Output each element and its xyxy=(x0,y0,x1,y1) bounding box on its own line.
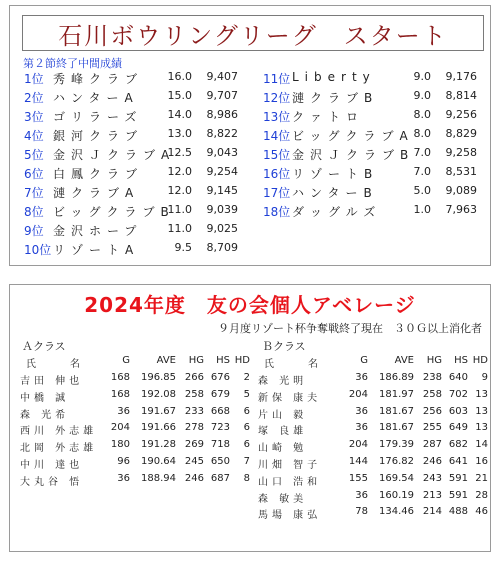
team-points: 1.0 xyxy=(413,203,431,216)
header-hg: HG xyxy=(188,355,204,366)
player-handicap: 46 xyxy=(475,506,488,518)
player-high-series: 591 xyxy=(448,472,468,484)
rank-position: 15位 xyxy=(263,148,291,162)
player-average: 191.67 xyxy=(141,405,176,417)
rank-position: 10位 xyxy=(24,243,52,257)
rank-position: 11位 xyxy=(263,72,291,86)
team-name: 金沢ＪクラブB xyxy=(292,148,415,162)
header-hs: HS xyxy=(454,355,468,366)
player-average: 181.97 xyxy=(379,388,414,400)
player-name: 塚 良雄 xyxy=(258,426,308,438)
team-name: ハンターB xyxy=(292,186,378,200)
average-row xyxy=(258,473,490,489)
team-pins: 7,963 xyxy=(445,203,477,216)
player-average: 169.54 xyxy=(379,472,414,484)
header-games: G xyxy=(122,355,130,366)
team-pins: 8,709 xyxy=(206,241,238,254)
league-subtitle: 第２節終了中間成績 xyxy=(23,57,122,70)
average-row xyxy=(20,473,252,489)
player-high-series: 488 xyxy=(448,506,468,518)
team-points: 9.0 xyxy=(413,89,431,102)
team-name: 漣クラブB xyxy=(292,91,379,105)
player-high-series: 718 xyxy=(210,439,230,451)
team-points: 9.0 xyxy=(413,70,431,83)
standings-row xyxy=(24,127,244,145)
average-row xyxy=(258,456,490,472)
average-row xyxy=(258,506,490,522)
player-name: 西川 外志雄 xyxy=(20,426,98,438)
team-name: 銀河クラブ xyxy=(53,129,144,143)
team-name: ビッグクラブB xyxy=(53,205,175,219)
team-pins: 9,256 xyxy=(445,108,477,121)
team-points: 15.0 xyxy=(167,89,192,102)
class-a-label: Ａクラス xyxy=(22,340,66,353)
rank-position: 1位 xyxy=(24,72,44,86)
rank-position: 13位 xyxy=(263,110,291,124)
player-average: 191.66 xyxy=(141,422,176,434)
average-title: 2024年度 友の会個人アベレージ xyxy=(84,293,416,317)
player-games: 78 xyxy=(355,506,368,518)
team-points: 11.0 xyxy=(167,222,192,235)
player-high-game: 233 xyxy=(184,405,204,417)
player-high-series: 641 xyxy=(448,456,468,467)
player-high-game: 255 xyxy=(422,422,442,434)
header-surname: 氏 xyxy=(264,359,274,370)
average-row xyxy=(20,456,252,472)
team-name: ハンターA xyxy=(53,91,139,105)
player-games: 155 xyxy=(348,472,368,484)
standings-row xyxy=(263,70,483,88)
team-pins: 8,829 xyxy=(445,127,477,140)
team-points: 12.0 xyxy=(167,184,192,197)
player-high-game: 213 xyxy=(422,489,442,501)
team-pins: 9,176 xyxy=(445,70,477,83)
player-handicap: 6 xyxy=(243,422,250,434)
player-name: 山口 浩和 xyxy=(258,476,322,488)
player-high-game: 246 xyxy=(422,456,442,467)
header-ave: AVE xyxy=(394,355,414,366)
player-games: 144 xyxy=(348,456,368,467)
player-handicap: 6 xyxy=(243,439,250,451)
rank-position: 2位 xyxy=(24,91,44,105)
team-name: Liberty xyxy=(292,70,376,84)
team-points: 7.0 xyxy=(413,165,431,178)
player-handicap: 8 xyxy=(243,472,250,484)
player-high-game: 238 xyxy=(422,372,442,383)
team-pins: 9,089 xyxy=(445,184,477,197)
standings-row xyxy=(263,165,483,183)
player-average: 160.19 xyxy=(379,489,414,501)
standings-row xyxy=(263,203,483,221)
player-high-series: 640 xyxy=(448,372,468,383)
player-handicap: 7 xyxy=(243,456,250,467)
standings-row xyxy=(24,241,244,259)
average-row xyxy=(20,439,252,455)
header-hs: HS xyxy=(216,355,230,366)
rank-position: 16位 xyxy=(263,167,291,181)
player-name: 森 光希 xyxy=(20,409,70,421)
rank-position: 12位 xyxy=(263,91,291,105)
player-handicap: 9 xyxy=(481,372,488,383)
average-row xyxy=(258,439,490,455)
player-handicap: 5 xyxy=(243,388,250,400)
team-name: ダッグルズ xyxy=(292,205,382,219)
player-high-game: 258 xyxy=(422,388,442,400)
player-high-game: 258 xyxy=(184,388,204,400)
standings-row xyxy=(24,89,244,107)
average-row xyxy=(20,406,252,422)
player-games: 96 xyxy=(117,456,130,467)
team-name: クァトロ xyxy=(292,110,365,124)
player-games: 36 xyxy=(355,489,368,501)
team-points: 13.0 xyxy=(167,127,192,140)
player-high-series: 702 xyxy=(448,388,468,400)
player-high-game: 278 xyxy=(184,422,204,434)
team-name: 金沢ＪクラブA xyxy=(53,148,176,162)
header-surname: 氏 xyxy=(26,359,36,370)
player-high-game: 287 xyxy=(422,439,442,451)
rank-position: 8位 xyxy=(24,205,44,219)
team-name: ビッグクラブA xyxy=(292,129,414,143)
player-high-series: 649 xyxy=(448,422,468,434)
team-name: 漣クラブA xyxy=(53,186,140,200)
player-name: 片山 毅 xyxy=(258,409,308,421)
standings-row xyxy=(263,89,483,107)
team-pins: 9,707 xyxy=(206,89,238,102)
player-name: 大丸谷 悟 xyxy=(20,476,84,488)
player-average: 179.39 xyxy=(379,439,414,451)
player-high-series: 591 xyxy=(448,489,468,501)
team-points: 12.0 xyxy=(167,165,192,178)
player-handicap: 14 xyxy=(475,439,488,451)
team-pins: 9,025 xyxy=(206,222,238,235)
player-average: 181.67 xyxy=(379,422,414,434)
standings-row xyxy=(24,203,244,221)
player-handicap: 13 xyxy=(475,388,488,400)
player-name: 山崎 勉 xyxy=(258,443,308,455)
team-points: 9.5 xyxy=(174,241,192,254)
average-row xyxy=(20,389,252,405)
player-name: 川畑 智子 xyxy=(258,460,322,471)
standings-row xyxy=(263,127,483,145)
player-high-game: 245 xyxy=(184,456,204,467)
standings-row xyxy=(24,146,244,164)
rank-position: 4位 xyxy=(24,129,44,143)
player-name: 中橋 誠 xyxy=(20,392,70,404)
header-hd: HD xyxy=(234,355,250,366)
team-points: 11.0 xyxy=(167,203,192,216)
player-games: 36 xyxy=(355,372,368,383)
player-high-game: 266 xyxy=(184,372,204,383)
rank-position: 14位 xyxy=(263,129,291,143)
player-games: 180 xyxy=(110,439,130,451)
team-pins: 9,039 xyxy=(206,203,238,216)
player-high-game: 246 xyxy=(184,472,204,484)
player-name: 馬場 康弘 xyxy=(258,510,322,522)
team-points: 8.0 xyxy=(413,108,431,121)
player-games: 168 xyxy=(110,388,130,400)
player-high-game: 256 xyxy=(422,405,442,417)
average-row xyxy=(258,389,490,405)
player-handicap: 16 xyxy=(475,456,488,467)
team-points: 14.0 xyxy=(167,108,192,121)
rank-position: 7位 xyxy=(24,186,44,200)
player-average: 181.67 xyxy=(379,405,414,417)
player-name: 中川 達也 xyxy=(20,460,84,471)
header-given: 名 xyxy=(308,359,318,370)
team-pins: 8,531 xyxy=(445,165,477,178)
player-games: 36 xyxy=(117,472,130,484)
team-points: 7.0 xyxy=(413,146,431,159)
average-row xyxy=(20,422,252,438)
player-games: 204 xyxy=(348,388,368,400)
player-games: 204 xyxy=(348,439,368,451)
average-row xyxy=(258,406,490,422)
standings-row xyxy=(24,70,244,88)
average-row xyxy=(258,490,490,506)
team-pins: 9,145 xyxy=(206,184,238,197)
player-average: 191.28 xyxy=(141,439,176,451)
player-handicap: 13 xyxy=(475,422,488,434)
player-handicap: 13 xyxy=(475,405,488,417)
rank-position: 9位 xyxy=(24,224,44,238)
team-pins: 9,043 xyxy=(206,146,238,159)
average-header-row xyxy=(258,355,490,371)
class-b-label: Ｂクラス xyxy=(262,340,306,353)
team-points: 12.5 xyxy=(167,146,192,159)
player-name: 森 光明 xyxy=(258,376,308,387)
rank-position: 17位 xyxy=(263,186,291,200)
team-points: 8.0 xyxy=(413,127,431,140)
player-games: 36 xyxy=(355,422,368,434)
player-average: 186.89 xyxy=(379,372,414,383)
team-pins: 9,254 xyxy=(206,165,238,178)
team-points: 16.0 xyxy=(167,70,192,83)
player-average: 192.08 xyxy=(141,388,176,400)
player-high-game: 243 xyxy=(422,472,442,484)
player-high-series: 676 xyxy=(210,372,230,383)
team-pins: 8,814 xyxy=(445,89,477,102)
average-row xyxy=(20,372,252,388)
player-games: 204 xyxy=(110,422,130,434)
standings-row xyxy=(24,184,244,202)
rank-position: 18位 xyxy=(263,205,291,219)
team-name: リゾートB xyxy=(292,167,379,181)
standings-row xyxy=(24,108,244,126)
player-high-series: 682 xyxy=(448,439,468,451)
team-points: 5.0 xyxy=(413,184,431,197)
team-name: 秀峰クラブ xyxy=(53,72,144,86)
player-average: 196.85 xyxy=(141,372,176,383)
header-hg: HG xyxy=(426,355,442,366)
team-pins: 8,822 xyxy=(206,127,238,140)
standings-row xyxy=(263,108,483,126)
player-name: 森 敏美 xyxy=(258,493,308,505)
player-handicap: 2 xyxy=(243,372,250,383)
team-pins: 9,258 xyxy=(445,146,477,159)
team-name: 白鳳クラブ xyxy=(53,167,144,181)
average-row xyxy=(258,422,490,438)
average-row xyxy=(258,372,490,388)
standings-row xyxy=(263,184,483,202)
header-ave: AVE xyxy=(156,355,176,366)
team-name: ゴリラーズ xyxy=(53,110,143,124)
average-header-row xyxy=(20,355,252,371)
player-high-series: 679 xyxy=(210,388,230,400)
player-high-series: 687 xyxy=(210,472,230,484)
header-hd: HD xyxy=(472,355,488,366)
team-name: リゾートA xyxy=(53,243,140,257)
player-high-series: 668 xyxy=(210,405,230,417)
player-high-game: 269 xyxy=(184,439,204,451)
player-name: 新保 康夫 xyxy=(258,392,322,404)
league-title: 石川ボウリングリーグ スタート xyxy=(22,15,484,51)
standings-row xyxy=(263,146,483,164)
player-average: 176.82 xyxy=(379,456,414,467)
player-name: 吉田 伸也 xyxy=(20,376,84,387)
rank-position: 6位 xyxy=(24,167,44,181)
standings-row xyxy=(24,165,244,183)
team-pins: 8,986 xyxy=(206,108,238,121)
rank-position: 3位 xyxy=(24,110,44,124)
player-high-series: 603 xyxy=(448,405,468,417)
player-high-series: 650 xyxy=(210,456,230,467)
player-games: 168 xyxy=(110,372,130,383)
header-given: 名 xyxy=(70,359,80,370)
player-average: 190.64 xyxy=(141,456,176,467)
team-pins: 9,407 xyxy=(206,70,238,83)
standings-row xyxy=(24,222,244,240)
average-note: ９月度リゾート杯争奪戦終了現在 ３０Ｇ以上消化者 xyxy=(218,322,482,335)
player-high-game: 214 xyxy=(422,506,442,518)
team-name: 金沢ホープ xyxy=(53,224,143,238)
player-games: 36 xyxy=(117,405,130,417)
player-average: 134.46 xyxy=(379,506,414,518)
header-games: G xyxy=(360,355,368,366)
rank-position: 5位 xyxy=(24,148,44,162)
player-average: 188.94 xyxy=(141,472,176,484)
player-games: 36 xyxy=(355,405,368,417)
player-name: 北岡 外志雄 xyxy=(20,443,98,455)
player-handicap: 6 xyxy=(243,405,250,417)
player-handicap: 28 xyxy=(475,489,488,501)
player-high-series: 723 xyxy=(210,422,230,434)
player-handicap: 21 xyxy=(475,472,488,484)
